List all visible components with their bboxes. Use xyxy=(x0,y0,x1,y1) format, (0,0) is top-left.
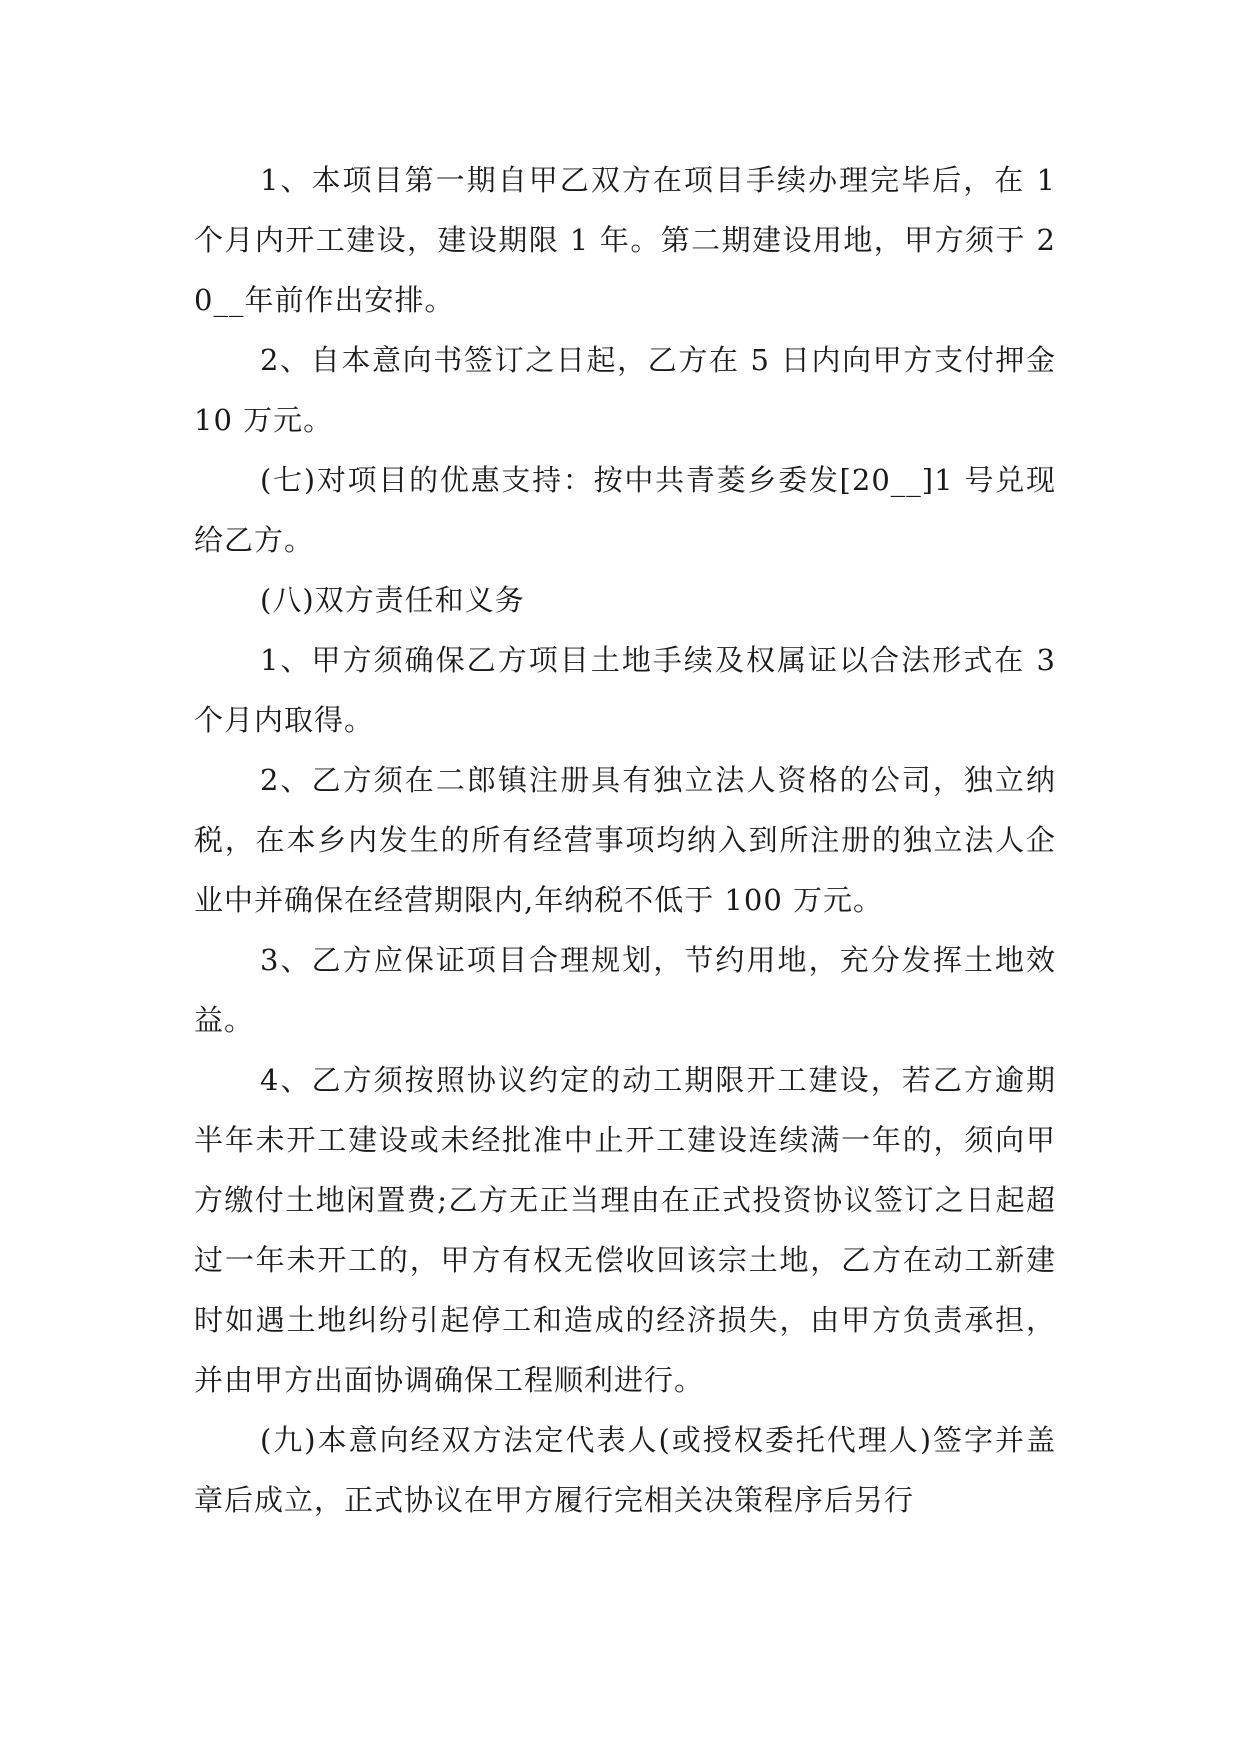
paragraph-clause-1: 1、本项目第一期自甲乙双方在项目手续办理完毕后，在 1 个月内开工建设，建设期限 1 年。第二期建设用地，甲方须于 20__年前作出安排。 xyxy=(194,163,1056,317)
paragraph-duty-3: 3、乙方应保证项目合理规划，节约用地，充分发挥土地效益。 xyxy=(194,943,1056,1037)
paragraph-duty-4: 4、乙方须按照协议约定的动工期限开工建设，若乙方逾期半年未开工建设或未经批准中止开工建设连续满一年的，须向甲方缴付土地闲置费;乙方无正当理由在正式投资协议签订之日起超过一年未开工的，甲方有权无偿收回该宗土地，乙方在动工新建时如遇土地纠纷引起停工和造成的经济损失，由甲方负责承担，并由甲方出面协调确保工程顺利进行。 xyxy=(194,1063,1056,1397)
paragraph-duty-1: 1、甲方须确保乙方项目土地手续及权属证以合法形式在 3 个月内取得。 xyxy=(194,643,1056,737)
paragraph-section-9: (九)本意向经双方法定代表人(或授权委托代理人)签字并盖章后成立，正式协议在甲方履行完相关决策程序后另行 xyxy=(194,1423,1056,1517)
paragraph-section-7: (七)对项目的优惠支持：按中共青菱乡委发[20__]1 号兑现给乙方。 xyxy=(194,463,1056,557)
document-page xyxy=(194,150,1056,1530)
paragraph-duty-2: 2、乙方须在二郎镇注册具有独立法人资格的公司，独立纳税，在本乡内发生的所有经营事项均纳入到所注册的独立法人企业中并确保在经营期限内,年纳税不低于 100 万元。 xyxy=(194,763,1056,917)
paragraph-section-8-heading: (八)双方责任和义务 xyxy=(260,583,525,617)
paragraph-clause-2: 2、自本意向书签订之日起，乙方在 5 日内向甲方支付押金 10 万元。 xyxy=(194,343,1056,437)
